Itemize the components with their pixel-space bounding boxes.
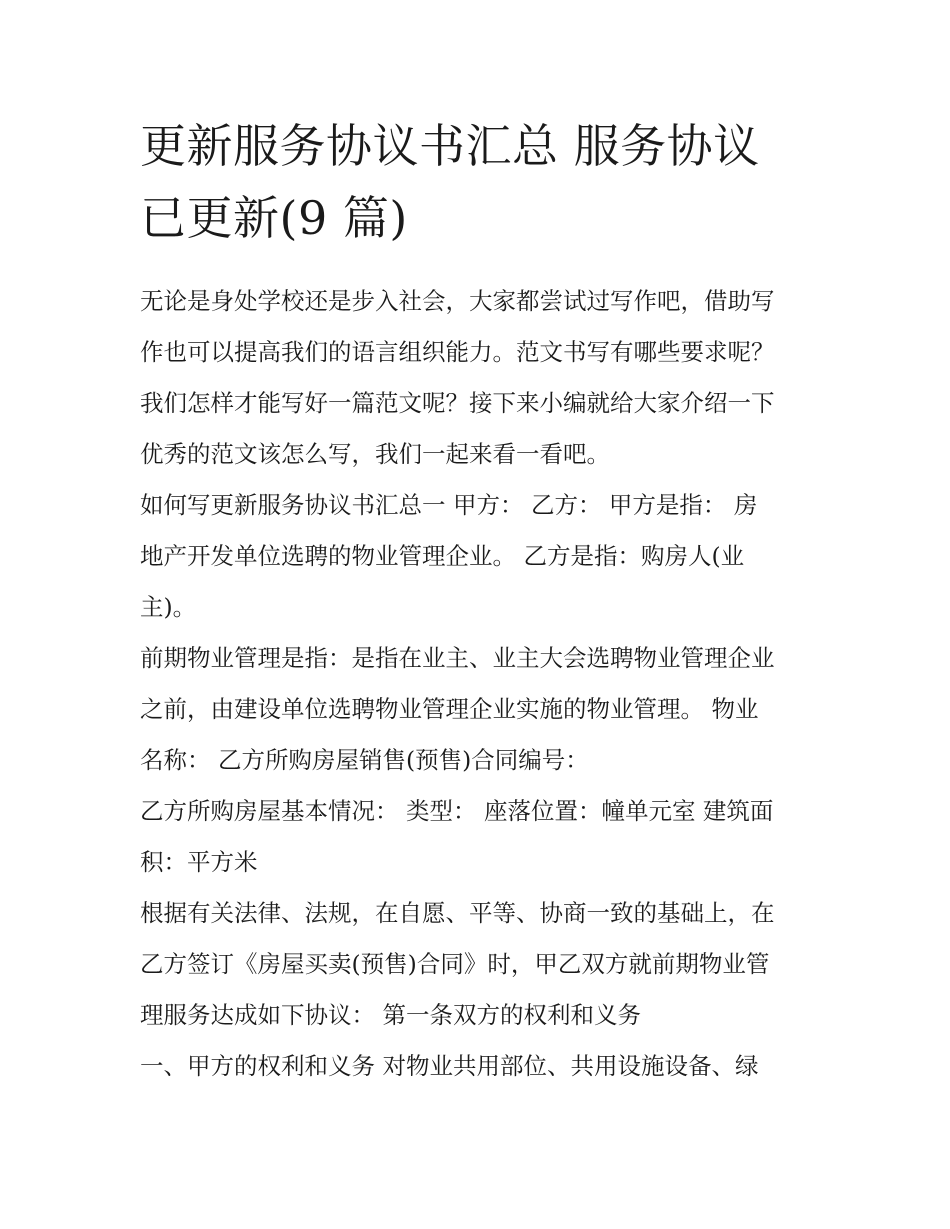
text-line: 无论是身处学校还是步入社会，大家都尝试过写作吧，借助写 bbox=[140, 287, 775, 315]
document-page bbox=[140, 110, 814, 1092]
text-line: 作也可以提高我们的语言组织能力。范文书写有哪些要求呢？ bbox=[140, 338, 775, 366]
text-line: 前期物业管理是指：是指在业主、业主大会选聘物业管理企业 bbox=[140, 644, 775, 672]
text-line: 理服务达成如下协议： 第一条双方的权利和义务 bbox=[140, 1001, 641, 1029]
intro-paragraph bbox=[140, 276, 814, 480]
document-title bbox=[140, 110, 814, 254]
title-line-2: 已更新(9 篇) bbox=[140, 191, 408, 245]
text-line: 我们怎样才能写好一篇范文呢？接下来小编就给大家介绍一下 bbox=[140, 389, 775, 417]
definition-paragraph bbox=[140, 633, 814, 786]
agreement-basis-paragraph bbox=[140, 888, 814, 1041]
parties-paragraph bbox=[140, 480, 814, 633]
text-line: 之前，由建设单位选聘物业管理企业实施的物业管理。 物业 bbox=[140, 695, 759, 723]
text-line: 地产开发单位选聘的物业管理企业。 乙方是指：购房人(业 bbox=[140, 542, 745, 570]
text-line: 如何写更新服务协议书汇总一 甲方： 乙方： 甲方是指： 房 bbox=[140, 491, 758, 519]
text-line: 一、甲方的权利和义务 对物业共用部位、共用设施设备、绿 bbox=[140, 1052, 759, 1080]
title-line-1: 更新服务协议书汇总 服务协议 bbox=[140, 119, 760, 173]
text-line: 乙方签订《房屋买卖(预售)合同》时，甲乙双方就前期物业管 bbox=[140, 950, 770, 978]
document-body bbox=[140, 276, 814, 1092]
text-line: 优秀的范文该怎么写，我们一起来看一看吧。 bbox=[140, 440, 610, 468]
text-line: 名称： 乙方所购房屋销售(预售)合同编号： bbox=[140, 746, 589, 774]
text-line: 乙方所购房屋基本情况： 类型： 座落位置：幢单元室 建筑面 bbox=[140, 797, 774, 825]
rights-obligations-paragraph bbox=[140, 1041, 814, 1092]
property-info-paragraph bbox=[140, 786, 814, 888]
text-line: 积：平方米 bbox=[140, 848, 258, 876]
text-line: 根据有关法律、法规，在自愿、平等、协商一致的基础上，在 bbox=[140, 899, 775, 927]
text-line: 主)。 bbox=[140, 593, 197, 621]
